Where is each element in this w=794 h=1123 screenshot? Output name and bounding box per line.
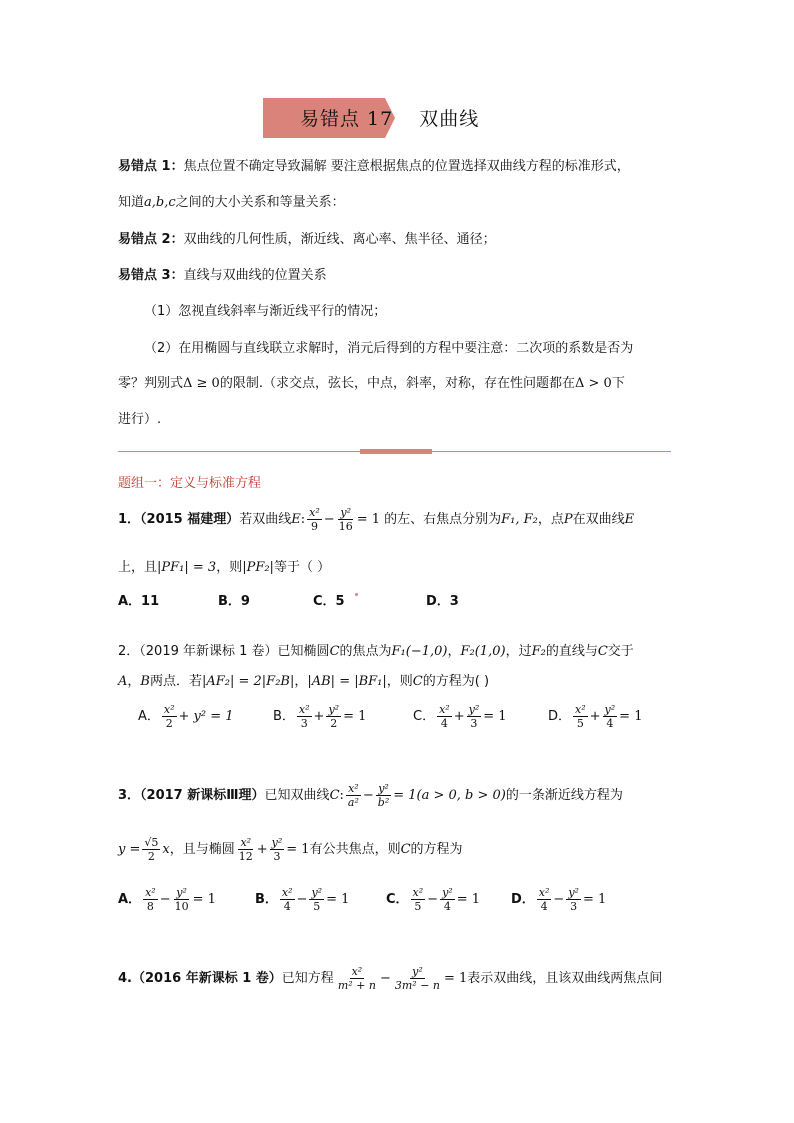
note-3-item-2-line3: 进行）. — [118, 412, 162, 427]
q3-slope-frac — [142, 836, 160, 863]
q1-option-d[interactable]: D．3 — [426, 594, 459, 609]
q2-opt-b-rest: = 1 — [343, 709, 367, 724]
title-label: 易错点 17 — [300, 108, 394, 130]
q3-opt-c-frac-1 — [411, 886, 426, 913]
q1-line2-a: 上，且 — [118, 560, 158, 575]
q1-line2-c: 等于（ ） — [273, 560, 331, 575]
q3-opt-a-d2: 10 — [174, 900, 189, 913]
q3-opt-b-d2: 5 — [313, 900, 321, 913]
q3-text-b: 的一条渐近线方程为 — [505, 788, 623, 803]
question-4: 4.（2016 年新课标 1 卷）已知方程 $\frac{\text{x²}}{\text{m² + n}}$ − $\frac{\text{y²}}{\text{3m² − n}}$ = 1表示双曲线，且该双曲线两焦点间 — [118, 965, 663, 992]
q2-opt-b-d2: 2 — [330, 717, 338, 730]
q3-opt-a-n1: x² — [145, 886, 156, 899]
item2-pre: 零？判别式 — [118, 376, 184, 391]
q2-opt-b-frac-1 — [297, 703, 312, 730]
q2-opt-c-n2: y² — [468, 703, 480, 716]
note-1-line2-post: 之间的大小关系和等量关系： — [175, 195, 345, 210]
q1-text-c: ，点 — [537, 512, 564, 527]
note-1-line2-pre: 知道 — [118, 195, 145, 210]
q2-text-c: ，过 — [505, 644, 532, 659]
q1-curve: E — [291, 512, 301, 527]
q3-slope-d: 2 — [147, 850, 155, 863]
q2-line2-g: 的方程为( ) — [422, 674, 490, 689]
q2-opt-d-rest: = 1 — [619, 709, 643, 724]
q3-opt-a-d1: 8 — [146, 900, 154, 913]
q2-opt-a-d1: 2 — [165, 717, 173, 730]
question-2 — [118, 640, 634, 659]
question-3-line2: y = $\frac{√5}{2}$ x，且与椭圆 $\frac{\text{x²}}{12}$ + $\frac{\text{y²}}{3}$ = 1有公共焦点，则C的方程为 — [118, 836, 463, 863]
q3-opt-c-frac-2 — [440, 886, 455, 913]
q3-d2: b² — [377, 796, 390, 809]
note-1 — [118, 158, 630, 176]
q2-opt-d-label: D． — [548, 709, 572, 724]
q2-opt-a-frac — [162, 703, 177, 730]
q2-num: 2． — [118, 644, 140, 659]
q1-frac-1 — [307, 506, 322, 533]
note-1-line2 — [118, 194, 345, 212]
q2-opt-c-rest: = 1 — [483, 709, 507, 724]
q1-line2-math1: |PF₁| = 3 — [157, 560, 217, 575]
question-1-line2 — [118, 556, 330, 575]
q3-opt-d-d2: 3 — [570, 900, 578, 913]
q1-option-c[interactable]: C．5 — [313, 594, 345, 609]
q2-opt-c-label: C． — [413, 709, 436, 724]
q2-opt-a-label: A． — [138, 709, 160, 724]
q3-c-2: C — [400, 842, 411, 857]
section-title: 题组一：定义与标准方程 — [118, 476, 262, 491]
q2-line2-m2: |AB| = |BF₁| — [307, 674, 387, 689]
q3-opt-c-n2: y² — [442, 886, 453, 899]
q4-source: （2016 年新课标 1 卷） — [131, 971, 282, 986]
decorative-dot — [355, 593, 358, 596]
q3-frac-1 — [346, 782, 361, 809]
q2-source: （2019 年新课标 1 卷） — [139, 644, 278, 659]
note-2 — [118, 231, 496, 249]
q3-line2-x: x — [162, 842, 170, 857]
q1-text-a: 若双曲线 — [239, 512, 292, 527]
q3-ellipse-frac-1 — [237, 836, 255, 863]
q3-opt-c-d1: 5 — [414, 900, 422, 913]
q4-frac-2 — [393, 965, 442, 992]
q1-n1: x² — [309, 506, 320, 519]
q3-opt-b-frac-1 — [280, 886, 295, 913]
q2-opt-c-d1: 4 — [440, 717, 448, 730]
q2-option-d[interactable]: D． $\frac{\text{x²}}{5}$ + $\frac{\text{y²}}{4}$ = 1 — [548, 703, 643, 730]
q4-text-a: 已知方程 — [281, 971, 334, 986]
q3-n2: y² — [378, 782, 389, 795]
q3-opt-a-eq: = 1 — [192, 892, 216, 907]
q4-frac-1 — [336, 965, 378, 992]
q2-sep: ， — [447, 644, 461, 659]
note-2-label: 易错点 2： — [118, 232, 184, 247]
q2-option-c[interactable]: C． $\frac{\text{x²}}{4}$ + $\frac{\text{y²}}{3}$ = 1 — [413, 703, 507, 730]
q3-opt-d-n1: x² — [538, 886, 550, 899]
q3-opt-d-n2: y² — [568, 886, 579, 899]
q3-e-n2: y² — [271, 836, 283, 849]
q3-opt-b-d1: 4 — [283, 900, 291, 913]
q3-opt-a-frac-2 — [173, 886, 191, 913]
q2-f1: F₁(−1,0) — [391, 644, 448, 659]
note-3 — [118, 267, 327, 285]
q3-e-d1: 12 — [238, 850, 253, 863]
q1-option-b[interactable]: B．9 — [218, 594, 250, 609]
q2-c-3: C — [412, 674, 423, 689]
q2-line2-c: B — [140, 674, 150, 689]
q3-opt-a-frac-1 — [143, 886, 158, 913]
q2-option-b[interactable]: B． $\frac{\text{x²}}{3}$ + $\frac{\text{y²}}{2}$ = 1 — [273, 703, 367, 730]
q3-line2-b: 有公共焦点，则 — [309, 842, 401, 857]
note-1-line2-math: a,b,c — [144, 195, 176, 210]
q1-frac-2 — [337, 506, 355, 533]
q1-d2: 16 — [338, 520, 353, 533]
q2-option-a[interactable] — [138, 703, 234, 730]
q3-frac-2 — [376, 782, 391, 809]
item2-math2: Δ > 0 — [574, 376, 612, 391]
q2-f2b: F₂ — [531, 644, 546, 659]
q3-opt-a-n2: y² — [176, 886, 187, 899]
q3-source: （2017 新课标Ⅲ理） — [140, 788, 265, 803]
q2-line2-m1: |AF₂| = 2|F₂B| — [201, 674, 295, 689]
q3-opt-b-label: B． — [255, 892, 278, 907]
q1-point: P — [563, 512, 573, 527]
q3-text-a: 已知双曲线 — [264, 788, 330, 803]
q1-text-d: 在双曲线 — [572, 512, 625, 527]
q2-line2-f: ，则 — [386, 674, 413, 689]
q3-e-rest: = 1 — [286, 842, 310, 857]
item2-post: 下 — [611, 376, 625, 391]
q3-ellipse-frac-2 — [270, 836, 285, 863]
note-1-label: 易错点 1： — [118, 159, 184, 174]
q2-opt-d-n2: y² — [604, 703, 616, 716]
q2-text-b: 的焦点为 — [339, 644, 392, 659]
q3-option-a[interactable]: A． $\frac{\text{x²}}{8}$ − $\frac{\text{y²}}{10}$ = 1 — [118, 886, 216, 913]
q3-opt-d-frac-2 — [566, 886, 581, 913]
q2-opt-a-n1: x² — [163, 703, 175, 716]
q2-line2-e: ， — [294, 674, 308, 689]
q2-c-2: C — [597, 644, 608, 659]
q1-eq-rest: = 1 — [356, 512, 380, 527]
q3-c: C — [329, 788, 340, 803]
q1-line2-b: ，则 — [216, 560, 243, 575]
q1-curve-2: E — [624, 512, 635, 527]
q3-opt-c-label: C． — [386, 892, 409, 907]
q2-opt-d-frac-2 — [603, 703, 618, 730]
q3-line2-y: y = — [118, 842, 141, 857]
q2-text-d: 的直线与 — [545, 644, 598, 659]
q2-opt-b-frac-2 — [326, 703, 341, 730]
q2-opt-d-d2: 4 — [606, 717, 614, 730]
q3-opt-b-n1: x² — [281, 886, 293, 899]
q3-n1: x² — [348, 782, 359, 795]
q3-line2-a: ，且与椭圆 — [169, 842, 235, 857]
section-divider-accent — [360, 449, 432, 454]
note-3-item-1: （1）忽视直线斜率与渐近线平行的情况； — [144, 304, 387, 319]
q3-option-d[interactable]: D． $\frac{\text{x²}}{4}$ − $\frac{\text{y²}}{3}$ = 1 — [511, 886, 607, 913]
q2-opt-b-n1: x² — [298, 703, 310, 716]
q4-num: 4. — [118, 971, 132, 986]
q2-opt-c-frac-2 — [467, 703, 482, 730]
q3-e-n1: x² — [240, 836, 252, 849]
q2-text-a: 已知椭圆 — [277, 644, 330, 659]
note-3-label: 易错点 3： — [118, 268, 184, 283]
q4-d1: m² + n — [337, 979, 376, 992]
q2-line2-a: A — [118, 674, 128, 689]
q3-opt-b-n2: y² — [311, 886, 323, 899]
question-1: 1．（2015 福建理）若双曲线E: $\frac{\text{x²}}{9}$ − $\frac{\text{y²}}{16}$ = 1 的左、右焦点分别为F₁, F₂，点P在双曲线E — [118, 506, 635, 533]
q4-n1: x² — [351, 965, 363, 978]
q3-opt-d-eq: = 1 — [582, 892, 607, 907]
note-1-text: 焦点位置不确定导致漏解 要注意根据焦点的位置选择双曲线方程的标准形式， — [183, 159, 630, 174]
q2-opt-b-d1: 3 — [300, 717, 308, 730]
q3-slope-n: √5 — [144, 836, 159, 849]
q1-n2: y² — [340, 506, 352, 519]
note-3-item-2-line2 — [118, 375, 625, 393]
q2-c: C — [329, 644, 340, 659]
q1-foci: F₁, F₂ — [501, 512, 538, 527]
q2-line2-d: 两点．若 — [149, 674, 202, 689]
q3-opt-b-eq: = 1 — [326, 892, 350, 907]
q3-num: 3． — [118, 788, 141, 803]
q2-opt-b-n2: y² — [328, 703, 340, 716]
q3-line2-c: 的方程为 — [410, 842, 463, 857]
q1-d1: 9 — [310, 520, 318, 533]
q2-line2-b: ， — [127, 674, 141, 689]
q3-opt-c-eq: = 1 — [456, 892, 480, 907]
question-2-line2 — [118, 670, 489, 689]
q2-opt-a-rest: + y² = 1 — [178, 709, 234, 724]
q3-opt-a-label: A． — [118, 892, 142, 907]
q4-text-b: 表示双曲线，且该双曲线两焦点间 — [467, 971, 663, 986]
note-3-item-2: （2）在用椭圆与直线联立求解时，消元后得到的方程中要注意：二次项的系数是否为 — [144, 341, 634, 356]
q2-opt-c-frac-1 — [437, 703, 452, 730]
q3-opt-d-d1: 4 — [540, 900, 548, 913]
q2-opt-b-label: B． — [273, 709, 295, 724]
q3-option-b[interactable]: B． $\frac{\text{x²}}{4}$ − $\frac{\text{y²}}{5}$ = 1 — [255, 886, 350, 913]
q2-text-e: 交于 — [607, 644, 634, 659]
note-2-text: 双曲线的几何性质，渐近线、离心率、焦半径、通径； — [183, 232, 496, 247]
q3-opt-b-frac-2 — [309, 886, 324, 913]
page-title — [300, 104, 479, 131]
q2-opt-d-n1: x² — [575, 703, 586, 716]
q3-opt-c-d2: 4 — [443, 900, 451, 913]
title-topic: 双曲线 — [419, 108, 480, 130]
q3-opt-c-n1: x² — [412, 886, 424, 899]
q1-option-a[interactable]: A．11 — [118, 594, 160, 609]
item2-math1: Δ ≥ 0 — [183, 376, 220, 391]
q3-d1: a² — [347, 796, 359, 809]
q2-f2: F₂(1,0) — [460, 644, 506, 659]
q1-text-b: 的左、右焦点分别为 — [384, 512, 502, 527]
q4-n2: y² — [412, 965, 423, 978]
q4-rest: = 1 — [444, 971, 468, 986]
q1-num: 1． — [118, 512, 141, 527]
note-3-text: 直线与双曲线的位置关系 — [183, 268, 327, 283]
q3-opt-d-frac-1 — [537, 886, 552, 913]
q3-rest: = 1(a > 0, b > 0) — [393, 788, 506, 803]
q4-d2: 3m² − n — [394, 979, 440, 992]
q1-source: （2015 福建理） — [140, 512, 240, 527]
q2-opt-d-d1: 5 — [576, 717, 584, 730]
q2-opt-d-frac-1 — [573, 703, 588, 730]
q2-opt-c-n1: x² — [439, 703, 450, 716]
q3-option-c[interactable]: C． $\frac{\text{x²}}{5}$ − $\frac{\text{y²}}{4}$ = 1 — [386, 886, 480, 913]
q3-e-d2: 3 — [273, 850, 281, 863]
q3-opt-d-label: D． — [511, 892, 535, 907]
q1-line2-math2: |PF₂| — [242, 560, 274, 575]
question-3: 3．（2017 新课标Ⅲ理）已知双曲线C: $\frac{\text{x²}}{\text{a²}}$ − $\frac{\text{y²}}{\text{b²}}$ = 1(a > 0, b > 0)的一条渐近线方程为 — [118, 782, 623, 809]
item2-mid: 的限制.（求交点，弦长，中点，斜率，对称，存在性问题都在 — [219, 376, 575, 391]
q2-opt-c-d2: 3 — [470, 717, 478, 730]
